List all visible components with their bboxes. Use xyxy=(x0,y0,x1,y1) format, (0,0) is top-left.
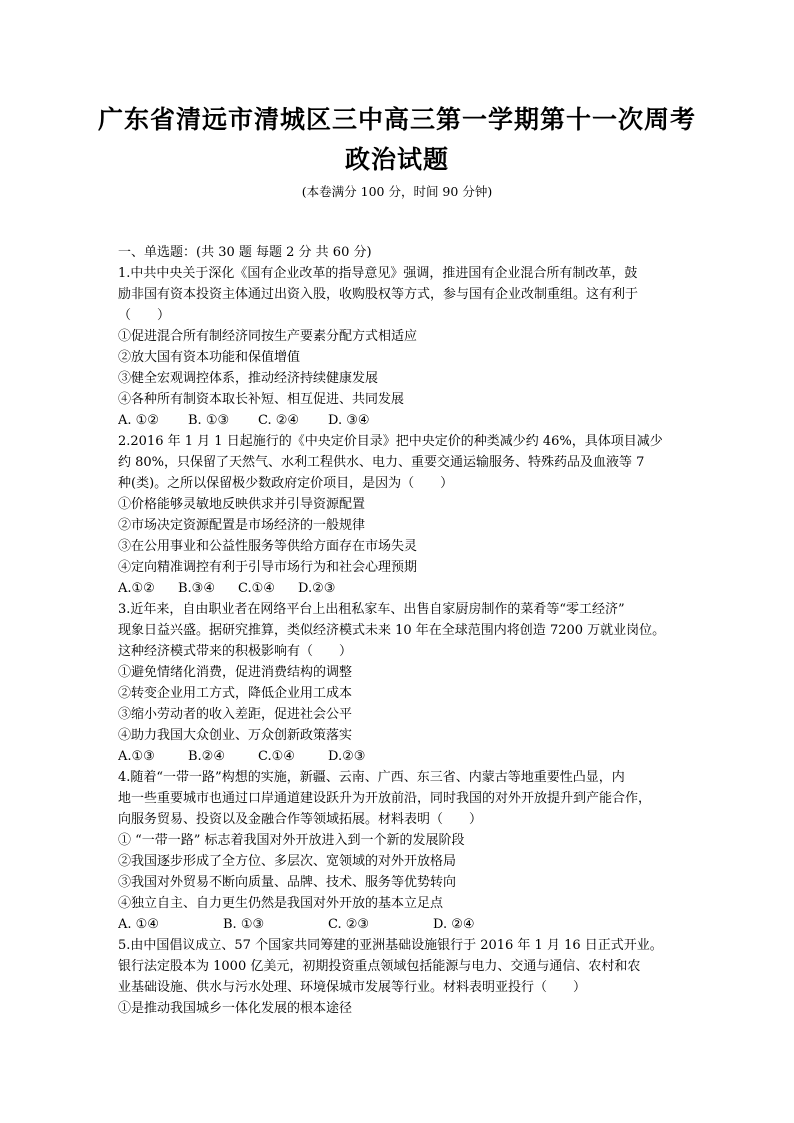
statement-item: ②转变企业用工方式，降低企业用工成本 xyxy=(118,686,353,701)
statement-item: ③我国对外贸易不断向质量、品牌、技术、服务等优势转向 xyxy=(118,875,457,890)
question-2 xyxy=(118,431,682,599)
question-stem-line: 5.由中国倡议成立、57 个国家共同筹建的亚洲基础设施银行于 2016 年 1 月 16 日正式开业。 xyxy=(118,938,663,953)
option-d[interactable]: D.②③ xyxy=(328,749,366,764)
statement-item: ① “一带一路” 标志着我国对外开放进入到一个新的发展阶段 xyxy=(118,833,465,848)
statement-item: ①促进混合所有制经济同按生产要素分配方式相适应 xyxy=(118,329,418,344)
statement-item: ④各种所有制资本取长补短、相互促进、共同发展 xyxy=(118,392,405,407)
option-b[interactable]: B.②④ xyxy=(188,749,225,764)
exam-body xyxy=(118,242,682,1019)
statement-item: ④定向精准调控有利于引导市场行为和社会心理预期 xyxy=(118,560,418,575)
statement-item: ①是推动我国城乡一体化发展的根本途径 xyxy=(118,1001,353,1016)
question-stem-line: 这种经济模式带来的积极影响有（ ） xyxy=(118,644,353,659)
question-stem-line: （ ） xyxy=(118,308,171,323)
answer-options xyxy=(118,746,682,767)
question-stem-line: 4.随着“一带一路”构想的实施，新疆、云南、广西、东三省、内蒙古等地重要性凸显，内 xyxy=(118,770,625,785)
statement-item: ①价格能够灵敏地反映供求并引导资源配置 xyxy=(118,497,366,512)
question-3 xyxy=(118,599,682,767)
question-stem-line: 现象日益兴盛。据研究推算，类似经济模式未来 10 年在全球范围内将创造 7200 万就业岗位。 xyxy=(118,623,666,638)
option-b[interactable]: B.③④ xyxy=(178,581,215,596)
option-a[interactable]: A. ①② xyxy=(118,413,159,428)
option-c[interactable]: C. ②③ xyxy=(328,917,370,932)
statement-item: ③在公用事业和公益性服务等供给方面存在市场失灵 xyxy=(118,539,418,554)
answer-options xyxy=(118,578,682,599)
option-c[interactable]: C.①④ xyxy=(238,581,275,596)
statement-item: ①避免情绪化消费，促进消费结构的调整 xyxy=(118,665,353,680)
option-a[interactable]: A.①③ xyxy=(118,749,155,764)
question-stem-line: 地一些重要城市也通过口岸通道建设跃升为开放前沿，同时我国的对外开放提升到产能合作， xyxy=(118,791,652,806)
statement-item: ②市场决定资源配置是市场经济的一般规律 xyxy=(118,518,366,533)
question-stem-line: 银行法定股本为 1000 亿美元，初期投资重点领域包括能源与电力、交通与通信、农村和农 xyxy=(118,959,641,974)
section-heading: 一、单选题：(共 30 题 每题 2 分 共 60 分) xyxy=(118,245,372,260)
statement-item: ③缩小劳动者的收入差距，促进社会公平 xyxy=(118,707,353,722)
question-stem-line: 2.2016 年 1 月 1 日起施行的《中央定价目录》把中央定价的种类减少约 46%，具体项目减少 xyxy=(118,434,663,449)
question-stem-line: 业基础设施、供水与污水处理、环境保城市发展等行业。材料表明亚投行（ ） xyxy=(118,980,587,995)
answer-options xyxy=(118,410,682,431)
option-b[interactable]: B. ①③ xyxy=(223,917,265,932)
statement-item: ③健全宏观调控体系，推动经济持续健康发展 xyxy=(118,371,379,386)
question-stem-line: 3.近年来，自由职业者在网络平台上出租私家车、出售自家厨房制作的菜肴等“零工经济” xyxy=(118,602,625,617)
question-stem-line: 约 80%，只保留了天然气、水利工程供水、电力、重要交通运输服务、特殊药品及血液等 7 xyxy=(118,455,645,470)
option-a[interactable]: A.①② xyxy=(118,581,155,596)
option-b[interactable]: B. ①③ xyxy=(188,413,230,428)
option-d[interactable]: D.②③ xyxy=(298,581,336,596)
question-4 xyxy=(118,767,682,935)
option-d[interactable]: D. ②④ xyxy=(433,917,475,932)
option-c[interactable]: C.①④ xyxy=(258,749,295,764)
option-c[interactable]: C. ②④ xyxy=(258,413,300,428)
exam-subtitle: (本卷满分 100 分，时间 90 分钟) xyxy=(301,184,493,199)
question-stem-line: 种(类)。之所以保留极少数政府定价项目，是因为（ ） xyxy=(118,476,454,491)
question-1 xyxy=(118,263,682,431)
statement-item: ②我国逐步形成了全方位、多层次、宽领域的对外开放格局 xyxy=(118,854,457,869)
option-d[interactable]: D. ③④ xyxy=(328,413,370,428)
answer-options xyxy=(118,914,682,935)
statement-item: ④独立自主、自力更生仍然是我国对外开放的基本立足点 xyxy=(118,896,444,911)
exam-title-line2: 政治试题 xyxy=(344,145,449,174)
statement-item: ④助力我国大众创业、万众创新政策落实 xyxy=(118,728,353,743)
question-stem-line: 励非国有资本投资主体通过出资入股，收购股权等方式，参与国有企业改制重组。这有利于 xyxy=(118,287,639,302)
question-5 xyxy=(118,935,682,1019)
question-stem-line: 1.中共中央关于深化《国有企业改革的指导意见》强调，推进国有企业混合所有制改革，鼓 xyxy=(118,266,638,281)
question-stem-line: 向服务贸易、投资以及金融合作等领域拓展。材料表明（ ） xyxy=(118,812,483,827)
exam-title-line1: 广东省清远市清城区三中高三第一学期第十一次周考 xyxy=(97,105,696,134)
option-a[interactable]: A. ①④ xyxy=(118,917,159,932)
statement-item: ②放大国有资本功能和保值增值 xyxy=(118,350,301,365)
